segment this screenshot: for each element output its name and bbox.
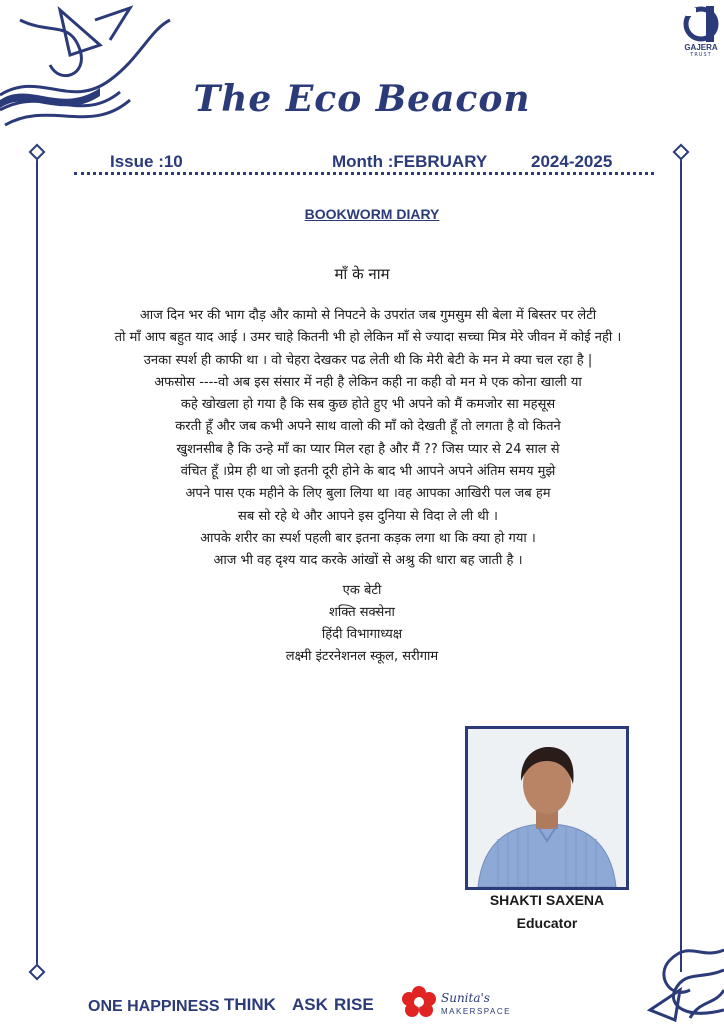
footer-ask: ASK [292, 995, 328, 1014]
left-diamond-ornament [29, 144, 46, 161]
author-role: Educator [516, 915, 578, 931]
author-photo [465, 726, 629, 890]
issue-number: Issue :10 [110, 152, 183, 171]
decorative-corner-bottom-right [630, 930, 724, 1024]
article-line: आज दिन भर की भाग दौड़ और कामो से निपटने के उपरांत जब गुमसुम सी बेला में बिस्तर पर लेटी [139, 308, 597, 323]
makerspace-label: MAKERSPACE [441, 1007, 511, 1016]
logo-subtitle: TRUST [690, 52, 712, 58]
article-line: खुशनसीब है कि उन्हे माँ का प्यार मिल रहा है और मैं ?? जिस प्यार से 24 साल से [176, 441, 560, 457]
signature-line: शक्ति सक्सेना [329, 605, 395, 620]
right-diamond-ornament [673, 144, 690, 161]
newsletter-title: The Eco Beacon [193, 78, 531, 120]
footer-one-happiness: ONE HAPPINESS [88, 998, 220, 1015]
article-line: वंचित हूँ ।प्रेम ही था जो इतनी दूरी होने के बाद भी आपने अपने अंतिम समय मुझे [180, 464, 556, 480]
author-portrait-image [468, 729, 626, 887]
gajera-logo-icon [682, 6, 720, 42]
section-title: BOOKWORM DIARY [304, 206, 440, 222]
logo-name: GAJERA [684, 43, 718, 52]
article-line: उनका स्पर्श ही काफी था । वो चेहरा देखकर पढ लेती थी कि मेरी बेटी के मन मे क्या चल रहा है | [143, 352, 593, 368]
article-line: अफसोस ----वो अब इस संसार में नही है लेकिन कही ना कही वो मन मे एक कोना खाली या [154, 374, 582, 390]
article-line: अपने पास एक महीने के लिए बुला लिया था ।वह आपका आखिरी पल जब हम [185, 486, 551, 502]
footer-think: THINK [224, 995, 276, 1014]
makerspace-flower-icon [400, 985, 438, 1019]
article-line: कहे खोखला हो गया है कि सब कुछ होते हुए भी अपने को मैं कमजोर सा महसूस [180, 397, 556, 413]
article-title: माँ के नाम [334, 265, 390, 283]
left-bottom-diamond-ornament [29, 964, 46, 981]
author-name: SHAKTI SAXENA [489, 892, 605, 908]
article-line: तो माँ आप बहुत याद आई । उमर चाहे कितनी भी हो लेकिन माँ से ज्यादा सच्चा मित्र मेरे जीवन में कोई नही । [114, 330, 622, 346]
issue-year: 2024-2025 [531, 152, 613, 171]
issue-month: Month :FEBRUARY [332, 152, 488, 171]
header-dotted-divider [74, 172, 654, 175]
article-line: आपके शरीर का स्पर्श पहली बार इतना कड़क लगा था कि क्या हो गया । [200, 530, 536, 546]
article-body [50, 305, 686, 573]
makerspace-brand: Sunita's [441, 991, 490, 1005]
footer-rise: RISE [334, 995, 374, 1014]
article-signature [0, 580, 724, 668]
signature-line: एक बेटी [342, 583, 382, 598]
article-line: करती हूँ और जब कभी अपने साथ वालो की माँ को देखती हूँ तो लगता है वो कितने [175, 419, 561, 435]
signature-line: हिंदी विभागाध्यक्ष [321, 627, 403, 642]
article-line: सब सो रहे थे और आपने इस दुनिया से विदा ले ली थी । [238, 508, 498, 524]
article-line: आज भी वह दृश्य याद करके आंखों से अश्रु की धारा बह जाती है । [213, 553, 523, 569]
signature-line: लक्ष्मी इंटरनेशनल स्कूल, सरीगाम [285, 649, 439, 664]
